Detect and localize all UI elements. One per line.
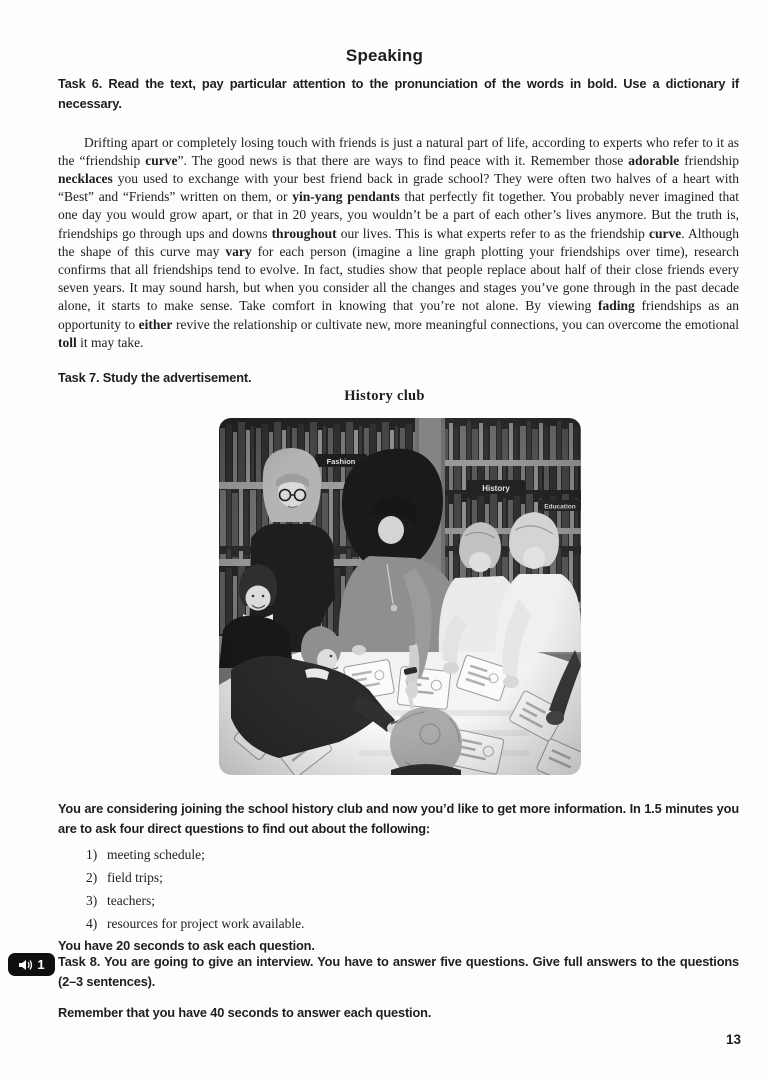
task8-heading: Task 8. You are going to give an interview. You have to answer five questions. Give full answers to the questions (2–3 sentences).: [58, 954, 739, 989]
question-list: [86, 843, 305, 935]
task7-timing: You have 20 seconds to ask each question.: [58, 938, 315, 953]
list-item: [86, 912, 305, 935]
task7-heading: Task 7. Study the advertisement.: [58, 370, 252, 385]
audio-track-number: 1: [37, 957, 45, 972]
audio-track-badge: [8, 953, 55, 976]
speaker-icon: [18, 959, 33, 971]
list-item: [86, 889, 305, 912]
task7-brief: You are considering joining the school history club and now you’d like to get more information. In 1.5 minutes you are to ask four direct questions to find out about the following:: [58, 801, 739, 836]
list-item-text: meeting schedule;: [107, 847, 205, 862]
list-item-text: field trips;: [107, 870, 163, 885]
list-item-number: 4): [86, 916, 98, 931]
list-item-text: teachers;: [107, 893, 155, 908]
advertisement-title: History club: [344, 388, 425, 404]
task6-heading: Task 6. Read the text, pay particular attention to the pronunciation of the words in bold. Use a dictionary if necessary.: [58, 76, 739, 111]
task6-text: Drifting apart or completely losing touch with friends is just a natural part of life, according to experts who refer to it as the “friendship curve”. The good news is that there are ways to find peace with it. Remember those adorable friendship necklaces you used to exchange with your best friend back in grade school? They were often two halves of a heart with “Best” and “Friends” written on them, or yin-yang pendants that perfectly fit together. You probably never imagined that one day you would grow apart, or that in 20 years, you wouldn’t be a part of each other’s lives anymore. But the truth is, friendships go through ups and downs throughout our lives. This is what experts refer to as the friendship curve. Although the shape of this curve may vary for each person (imagine a line graph plotting your friendships over time), research confirms that all friendships tend to evolve. In fact, studies show that people replace about half of their close friends every seven years. It may sound harsh, but when you consider all the changes and stages you’ve gone through in the past decade alone, it starts to make sense. Take comfort in knowing that you’re not alone. By viewing fading friendships as an opportunity to either revive the relationship or cultivate new, more meaningful connections, you can overcome the emotional toll it may take.: [58, 134, 740, 350]
photo-image: [219, 418, 581, 775]
task8-note: Remember that you have 40 seconds to answer each question.: [58, 1005, 432, 1020]
list-item: [86, 866, 305, 889]
page-number: 13: [725, 1032, 741, 1047]
list-item: [86, 843, 305, 866]
section-title: Speaking: [345, 46, 424, 65]
history-club-photo: [219, 418, 581, 775]
list-item-text: resources for project work available.: [107, 916, 305, 931]
list-item-number: 2): [86, 870, 98, 885]
list-item-number: 3): [86, 893, 98, 908]
list-item-number: 1): [86, 847, 98, 862]
